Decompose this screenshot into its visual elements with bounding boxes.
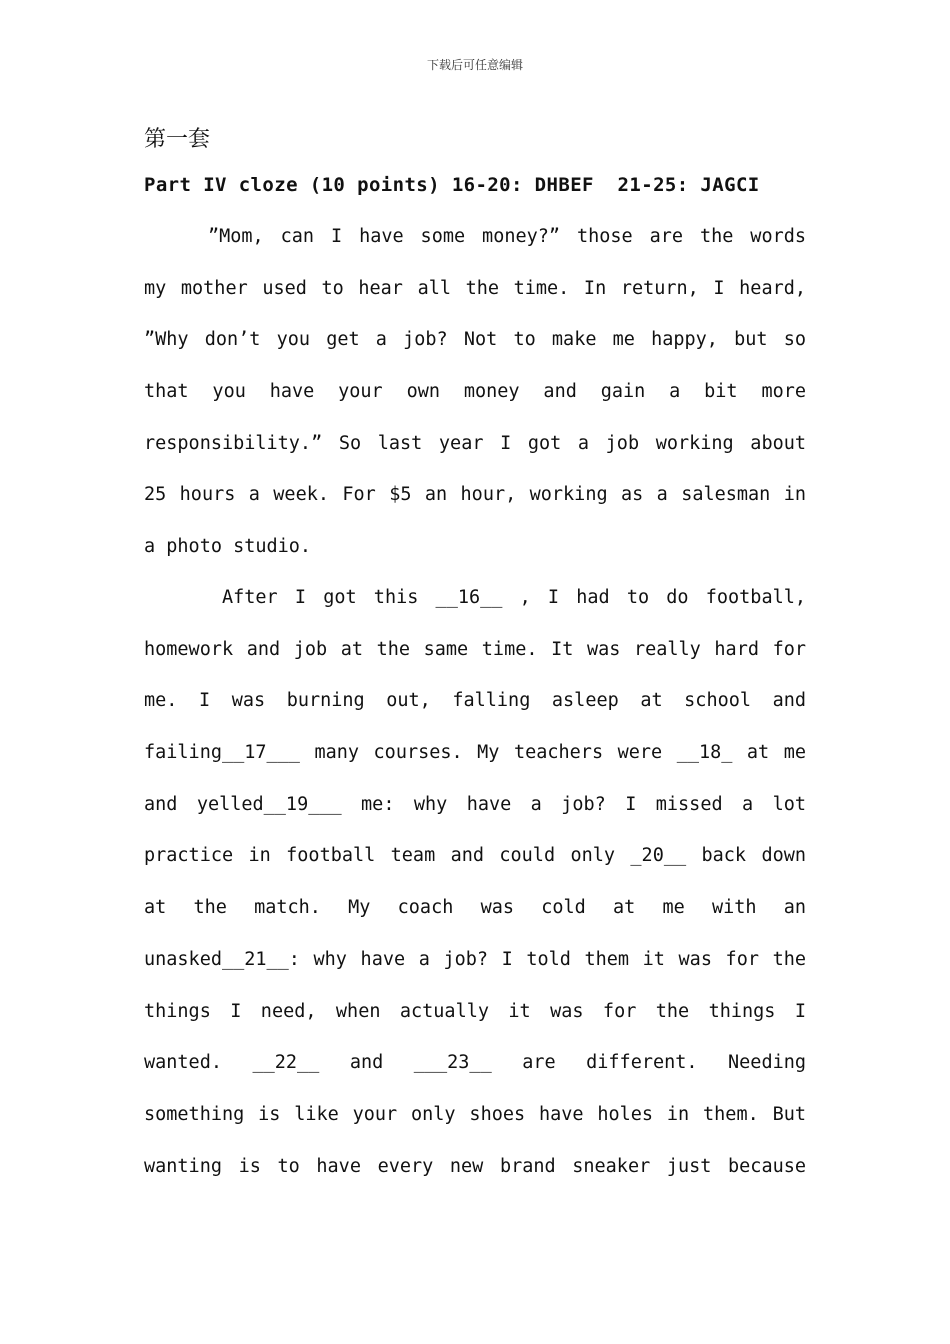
text-line: things I need, when actually it was for the things I <box>144 1000 806 1022</box>
page-header: 下载后可任意编辑 <box>426 58 523 72</box>
part-heading: Part IV cloze (10 points) 16-20: DHBEF 21-25: JAGCI <box>144 174 760 196</box>
paragraph-2 <box>144 583 806 1203</box>
text-line: something is like your only shoes have holes in them. But <box>144 1103 806 1125</box>
text-line: After I got this __16__ , I had to do football, <box>222 587 806 608</box>
set-title: 第一套 <box>144 127 211 152</box>
text-line: at the match. My coach was cold at me with an <box>144 897 806 919</box>
text-line: wanted. __22__ and ___23__ are different. Needing <box>144 1052 806 1074</box>
text-line: 25 hours a week. For $5 an hour, working as a salesman in <box>144 484 806 506</box>
text-line: failing__17___ many courses. My teachers were __18_ at me <box>144 742 806 764</box>
text-line: ”Mom, can I have some money?” those are the words <box>208 226 806 247</box>
text-line: ”Why don’t you get a job? Not to make me happy, but so <box>144 329 806 351</box>
text-line: responsibility.” So last year I got a job working about <box>144 432 806 454</box>
paragraph-1 <box>144 222 806 584</box>
text-line: wanting is to have every new brand sneaker just because <box>144 1155 806 1177</box>
text-line: and yelled__19___ me: why have a job? I missed a lot <box>144 793 806 815</box>
text-line: me. I was burning out, falling asleep at school and <box>144 690 806 712</box>
text-line: unasked__21__: why have a job? I told them it was for the <box>144 948 806 970</box>
text-line: practice in football team and could only _20__ back down <box>144 845 806 867</box>
text-line: a photo studio. <box>144 536 312 558</box>
text-line: that you have your own money and gain a bit more <box>144 381 806 403</box>
text-line: homework and job at the same time. It was really hard for <box>144 638 806 660</box>
text-line: my mother used to hear all the time. In return, I heard, <box>144 277 806 299</box>
